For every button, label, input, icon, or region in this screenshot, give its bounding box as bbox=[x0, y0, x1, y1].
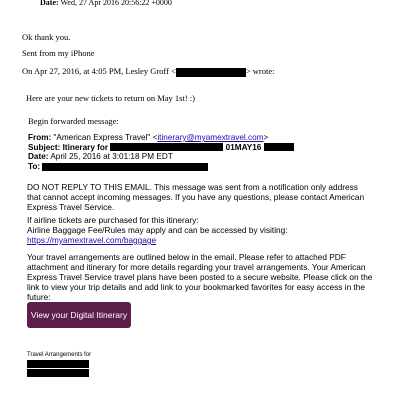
subject-row bbox=[28, 143, 294, 153]
fwd-date-label: Date: bbox=[28, 152, 49, 162]
baggage-section bbox=[27, 215, 288, 245]
quote-suffix: > wrote: bbox=[245, 66, 275, 76]
redaction-block bbox=[264, 143, 294, 151]
fwd-date-value: April 25, 2016 at 3:01:18 PM EDT bbox=[50, 152, 173, 162]
subject-label: Subject: Itinerary for bbox=[28, 142, 109, 152]
baggage-link[interactable]: https://myamextravel.com/baggage bbox=[27, 235, 157, 245]
from-email-link[interactable]: itinerary@myamextravel.com bbox=[157, 133, 264, 142]
date-value: Wed, 27 Apr 2016 20:56:22 +0000 bbox=[60, 0, 172, 7]
baggage-line: Airline Baggage Fee/Rules may apply and can be accessed by visiting: bbox=[27, 225, 288, 235]
redaction-block bbox=[42, 163, 208, 171]
to-label: To: bbox=[28, 161, 41, 171]
date-row bbox=[28, 152, 294, 162]
forwarded-headers bbox=[28, 133, 294, 171]
redaction-block bbox=[176, 68, 246, 77]
arrangements-paragraph: Your travel arrangements are outlined below in the email. Please refer to attached PDF attachment and itinerary for more details regarding your travel arrangements. Your American Express Travel Service travel plans have been posted to a secure website. Please click on the link to view your trip details and add link to your bookmarked favorites for easy access in the future: bbox=[27, 252, 373, 302]
from-close: > bbox=[263, 133, 269, 142]
date-label: Date: bbox=[40, 0, 59, 7]
to-row bbox=[28, 162, 294, 172]
tickets-line: Here are your new tickets to return on May 1st! :) bbox=[26, 93, 195, 103]
quote-intro-text: On Apr 27, 2016, at 4:05 PM, Lesley Groff < bbox=[22, 66, 176, 76]
reply-signature: Sent from my iPhone bbox=[22, 48, 95, 58]
from-label: From: bbox=[28, 133, 52, 142]
from-row bbox=[28, 133, 294, 143]
redaction-block bbox=[27, 360, 89, 368]
reply-line-1: Ok thank you. bbox=[22, 32, 71, 42]
begin-forwarded: Begin forwarded message: bbox=[28, 116, 119, 126]
baggage-intro: If airline tickets are purchased for this itinerary: bbox=[27, 215, 199, 225]
subject-code: 01MAY16 bbox=[225, 142, 262, 152]
from-name: "American Express Travel" < bbox=[53, 133, 158, 142]
email-date-header bbox=[40, 0, 172, 7]
redaction-block bbox=[110, 143, 223, 151]
quote-intro bbox=[22, 66, 275, 77]
travel-arrangements-label: Travel Arrangements for bbox=[27, 352, 92, 358]
redaction-block bbox=[27, 369, 89, 377]
view-itinerary-button[interactable]: View your Digital Itinerary bbox=[27, 302, 131, 328]
notice-paragraph: DO NOT REPLY TO THIS EMAIL. This message was sent from a notification only address that cannot accept incoming messages. If you have any questions, please contact American Express Travel Service. bbox=[27, 182, 365, 212]
